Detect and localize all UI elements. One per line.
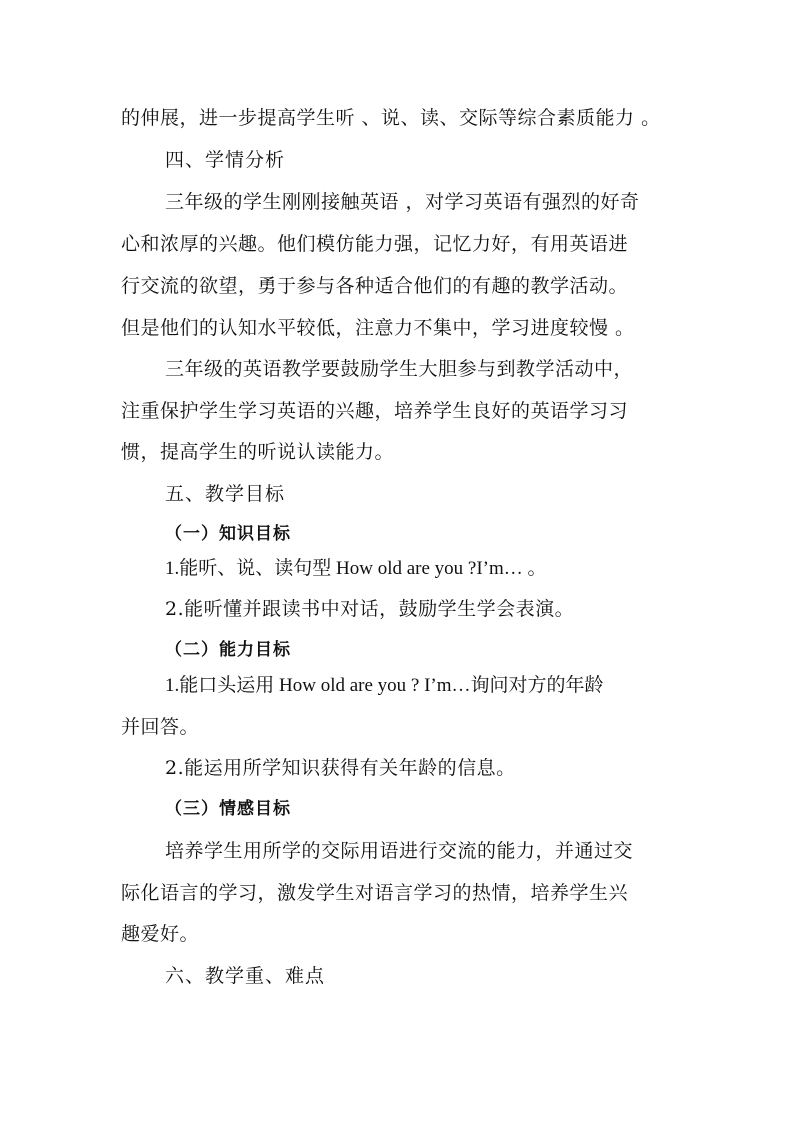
subheading-emotion-goals: （三）情感目标 — [165, 799, 291, 819]
body-text-line: 三年级的英语教学要鼓励学生大胆参与到教学活动中， — [165, 358, 634, 380]
section-heading-learning-analysis: 四、学情分析 — [165, 149, 286, 171]
body-text-line: 1.能口头运用 How old are you ? I’m…询问对方的年龄 — [165, 675, 604, 696]
body-text-line: 三年级的学生刚刚接触英语 ，对学习英语有强烈的好奇 — [165, 191, 640, 213]
subheading-ability-goals: （二）能力目标 — [165, 640, 291, 660]
body-text-line: 的伸展，进一步提高学生听 、说、读、交际等综合素质能力 。 — [121, 107, 661, 129]
body-text-line: 2.能听懂并跟读书中对话，鼓励学生学会表演。 — [165, 598, 575, 620]
body-text-line: 1.能听、说、读句型 How old are you ?I’m… 。 — [165, 558, 547, 579]
section-heading-key-difficulties: 六、教学重、难点 — [165, 965, 326, 987]
section-heading-teaching-goals: 五、教学目标 — [165, 483, 286, 505]
body-text-line: 2.能运用所学知识获得有关年龄的信息。 — [165, 757, 516, 779]
body-text-line: 心和浓厚的兴趣。他们模仿能力强，记忆力好，有用英语进 — [121, 233, 629, 255]
body-text-line: 培养学生用所学的交际用语进行交流的能力，并通过交 — [165, 840, 634, 862]
body-text-line: 注重保护学生学习英语的兴趣，培养学生良好的英语学习习 — [121, 400, 629, 422]
body-text-line: 并回答。 — [121, 716, 200, 738]
subheading-knowledge-goals: （一）知识目标 — [165, 524, 291, 544]
body-text-line: 趣爱好。 — [121, 923, 200, 945]
body-text-line: 际化语言的学习，激发学生对语言学习的热情，培养学生兴 — [121, 882, 629, 904]
body-text-line: 惯，提高学生的听说认读能力。 — [121, 441, 395, 463]
body-text-line: 但是他们的认知水平较低，注意力不集中，学习进度较慢 。 — [121, 317, 635, 339]
body-text-line: 行交流的欲望，勇于参与各种适合他们的有趣的教学活动。 — [121, 275, 629, 297]
